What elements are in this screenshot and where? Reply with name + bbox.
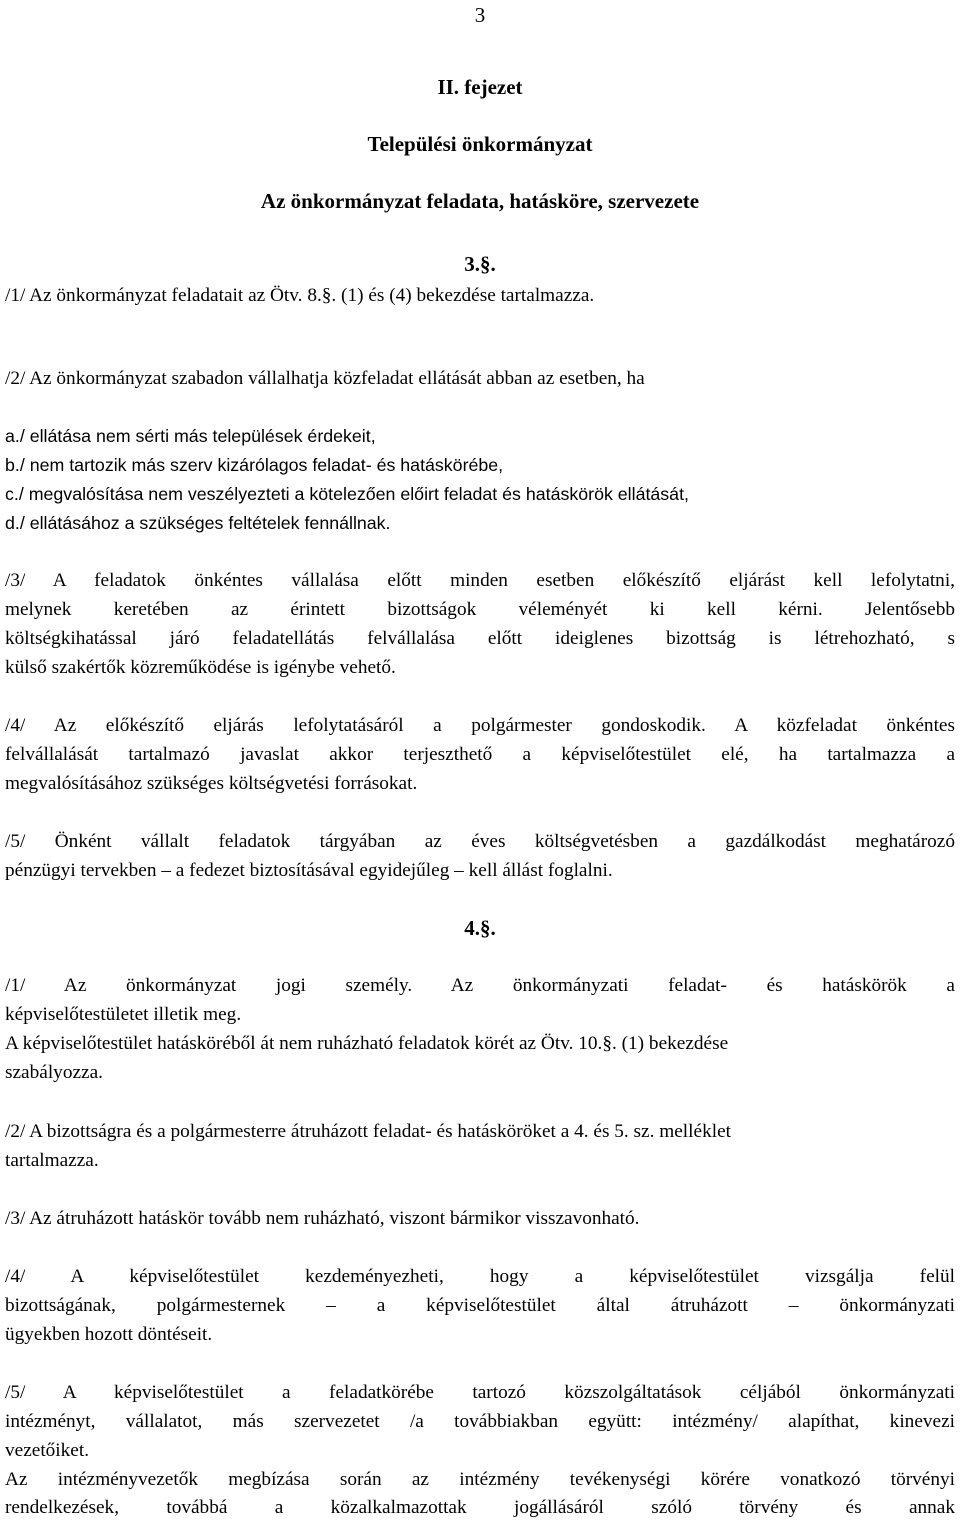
page-number: 3 (474, 3, 486, 27)
section-3-paragraph-5-line: pénzügyi tervekben – a fedezet biztosításával egyidejűleg – kell állást foglalni. (5, 860, 613, 881)
section-3-paragraph-5-line: /5/ Önként vállalt feladatok tárgyában az éves költségvetésben a gazdálkodást meghatározó (5, 831, 955, 852)
chapter-subtitle: Az önkormányzat feladata, hatásköre, szervezete (260, 189, 700, 213)
section-4-paragraph-5-line: vezetőiket. (5, 1440, 90, 1461)
section-3-list-item-c: c./ megvalósítása nem veszélyezteti a kötelezően előirt feladat és hatáskörök ellátását, (5, 484, 689, 504)
section-3-paragraph-3-line: külső szakértők közreműködése is igénybe vehető. (5, 657, 396, 678)
section-3-list-item-d: d./ ellátásához a szükséges feltételek fennállnak. (5, 513, 391, 533)
section-4-paragraph-5-line: Az intézményvezetők megbízása során az intézmény tevékenységi körére vonatkozó törvényi (5, 1469, 955, 1490)
section-4-paragraph-1-line: /1/ Az önkormányzat jogi személy. Az önkormányzati feladat- és hatáskörök a (5, 975, 955, 996)
section-3-heading: 3.§. (464, 252, 496, 276)
chapter-title: Települési önkormányzat (367, 132, 593, 156)
section-4-paragraph-5-line: /5/ A képviselőtestület a feladatkörébe tartozó közszolgáltatások céljából önkormányzati (5, 1382, 955, 1403)
section-3-paragraph-3-line: melynek keretében az érintett bizottságok véleményét ki kell kérni. Jelentősebb (5, 599, 955, 620)
section-4-paragraph-3: /3/ Az átruházott hatáskör tovább nem ruházható, viszont bármikor visszavonható. (5, 1208, 640, 1229)
section-4-paragraph-2-line: tartalmazza. (5, 1150, 99, 1171)
section-3-paragraph-3-line: költségkihatással járó feladatellátás felvállalása előtt ideiglenes bizottság is létrehozható, s (5, 628, 955, 649)
section-3-paragraph-4-line: megvalósításához szükséges költségvetési forrásokat. (5, 773, 418, 794)
section-3-paragraph-1: /1/ Az önkormányzat feladatait az Ötv. 8.§. (1) és (4) bekezdése tartalmazza. (5, 285, 595, 306)
section-4-paragraph-4-line: bizottságának, polgármesternek – a képviselőtestület által átruházott – önkormányzati (5, 1295, 955, 1316)
section-4-paragraph-4-line: ügyekben hozott döntéseit. (5, 1324, 213, 1345)
section-3-paragraph-4-line: /4/ Az előkészítő eljárás lefolytatásáról a polgármester gondoskodik. A közfeladat önkéntes (5, 715, 955, 736)
section-4-paragraph-1-line: képviselőtestületet illetik meg. (5, 1004, 242, 1025)
section-4-paragraph-2-line: /2/ A bizottságra és a polgármesterre átruházott feladat- és hatásköröket a 4. és 5. sz. melléklet (5, 1121, 731, 1142)
section-4-paragraph-1-line: A képviselőtestület hatásköréből át nem ruházható feladatok körét az Ötv. 10.§. (1) bekezdése (5, 1033, 729, 1054)
section-4-paragraph-4-line: /4/ A képviselőtestület kezdeményezheti, hogy a képviselőtestület vizsgálja felül (5, 1266, 955, 1287)
section-3-paragraph-4-line: felvállalását tartalmazó javaslat akkor terjeszthető a képviselőtestület elé, ha tartalmazza a (5, 744, 955, 765)
section-4-paragraph-1-line: szabályozza. (5, 1062, 103, 1083)
section-3-paragraph-2: /2/ Az önkormányzat szabadon vállalhatja közfeladat ellátását abban az esetben, ha (5, 368, 645, 389)
section-3-list-item-a: a./ ellátása nem sérti más települések érdekeit, (5, 426, 376, 446)
section-4-paragraph-5-line: intézményt, vállalatot, más szervezetet /a továbbiakban együtt: intézmény/ alapíthat, kinevezi (5, 1411, 955, 1432)
chapter-heading: II. fejezet (437, 75, 523, 99)
section-3-list-item-b: b./ nem tartozik más szerv kizárólagos feladat- és hatáskörébe, (5, 455, 504, 475)
section-4-paragraph-5-line: rendelkezések, továbbá a közalkalmazottak jogállásáról szóló törvény és annak (5, 1497, 955, 1518)
section-4-heading: 4.§. (464, 916, 496, 940)
section-3-paragraph-3-line: /3/ A feladatok önkéntes vállalása előtt minden esetben előkészítő eljárást kell lefolytatni, (5, 570, 955, 591)
